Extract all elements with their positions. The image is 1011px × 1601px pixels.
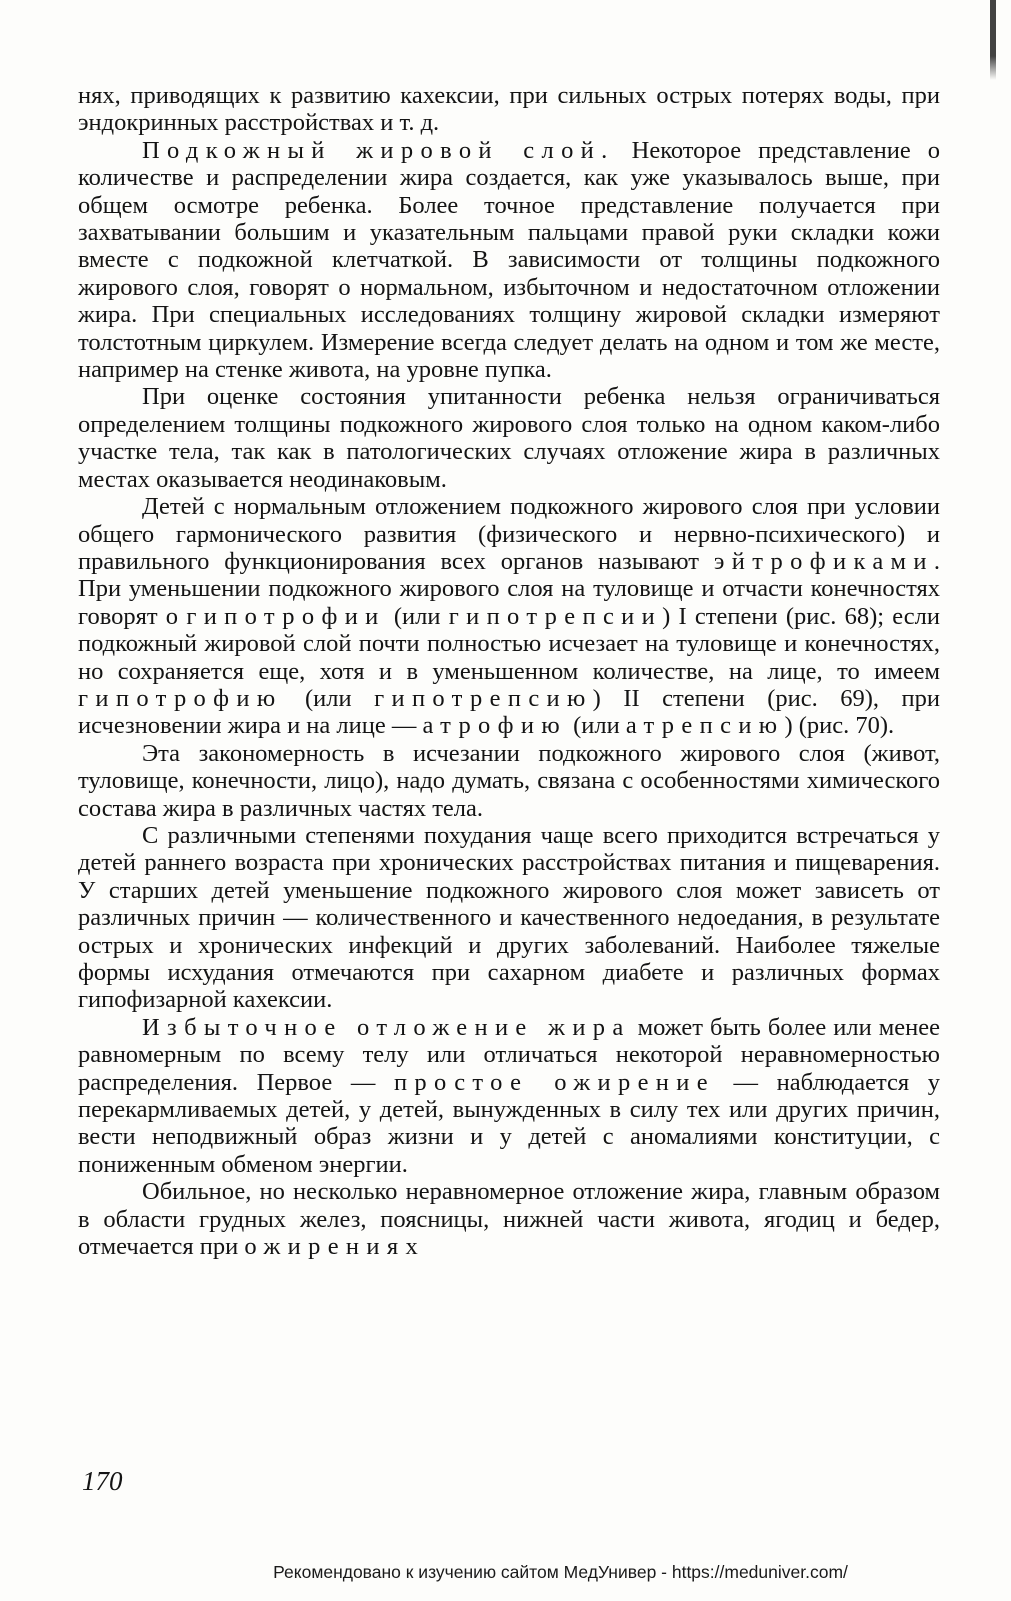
spaced-term: гипотрепсии <box>448 602 663 630</box>
spaced-term: атрофию <box>422 712 567 740</box>
text-run: ) (рис. 70). <box>784 712 895 740</box>
text-run: С различными степенями похудания чаще всего приходится встречаться у детей раннего возраста при хронических расстройствах питания и пищеварения. У старших детей уменьшение подкожного жирового слоя может зависеть от различных причин — количественного и качественного недоедания, в результате острых и хронических инфекций и других заболеваний. Наиболее тяжелые формы исхудания отмечаются при сахарном диабете и различных формах гипофизарной кахексии. <box>78 821 940 1014</box>
text-run: ) I степени (рис. 68); если подкожный жировой слой почти полностью исчезает на туловище и конечностях, но сохраняется еще, хотя и в уменьшенном количестве, на лице, то имеем <box>78 602 940 685</box>
spaced-term: атрепсию <box>625 712 785 740</box>
text-run: может быть более или менее равномерным по всему телу или отличаться некоторой неравномерностью распределения. Первое — <box>78 1013 940 1096</box>
spaced-term: гипотрофию <box>78 684 283 712</box>
spaced-term: эйтрофиками <box>713 547 934 575</box>
text-run: Некоторое представление о количестве и распределении жира создается, как уже указывалось выше, при общем осмотре ребенка. Более точное представление получается при захватывании большим и указательным пальцами правой руки складки кожи вместе с подкожной клетчаткой. В зависимости от толщины подкожного жирового слоя, говорят о нормальном, избыточном и недостаточном отложении жира. При специальных исследованиях толщину жировой складки измеряют толстотным циркулем. Измерение всегда следует делать на одном и том же месте, например на стенке живота, на уровне пупка. <box>78 136 940 384</box>
text-run: (или <box>567 712 626 740</box>
text-run: нях, приводящих к развитию кахексии, при сильных острых потерях воды, при эндокринных расстройствах и т. д. <box>78 82 940 137</box>
scan-edge-mark <box>990 0 996 80</box>
text-run: Детей с нормальным отложением подкожного жирового слоя при условии общего гармонического развития (физического и нервно-психического) и правильного функционирования всех органов называют <box>78 493 940 575</box>
paragraph <box>78 740 940 822</box>
paragraph <box>78 1178 940 1260</box>
text-run: (или <box>385 602 449 630</box>
spaced-term: Подкожный жировой слой. <box>142 136 615 164</box>
page-number: 170 <box>82 1466 123 1496</box>
paragraph <box>78 82 940 137</box>
paragraph <box>78 1014 940 1178</box>
text-run: ) II степени (рис. 69), при исчезновении жира и на лице — <box>78 684 940 740</box>
paragraph <box>78 822 940 1014</box>
text-run: Эта закономерность в исчезании подкожного жирового слоя (живот, туловище, конечности, лицо), надо думать, связана с особенностями химического состава жира в различных частях тела. <box>78 739 940 822</box>
spaced-term: ожирениях <box>244 1233 426 1261</box>
spaced-term: простое ожирение <box>393 1068 715 1096</box>
body-text <box>78 82 940 1260</box>
paragraph <box>78 493 940 740</box>
spaced-term: гипотрофии <box>186 602 386 630</box>
spaced-term: гипотрепсию <box>374 684 593 712</box>
text-run: — наблюдается у перекармливаемых детей, у детей, вынужденных в силу тех или других причин, вести неподвижный образ жизни и у детей с аномалиями конституции, с пониженным обменом энергии. <box>78 1068 941 1178</box>
paragraph <box>78 137 940 384</box>
text-run: Обильное, но несколько неравномерное отложение жира, главным образом в области грудных желез, поясницы, нижней части живота, ягодиц и бедер, отмечается при <box>78 1178 940 1261</box>
paragraph <box>78 383 940 493</box>
text-run: При оценке состояния упитанности ребенка нельзя ограничиваться определением толщины подкожного жирового слоя только на одном каком-либо участке тела, так как в патологических случаях отложение жира в различных местах оказывается неодинаковым. <box>78 383 940 493</box>
footer-recommendation: Рекомендовано к изучению сайтом МедУнивер - https://meduniver.com/ <box>273 1562 848 1582</box>
text-run: . При уменьшении подкожного жирового слоя на туловище и отчасти конечностях говорят о <box>78 547 940 630</box>
text-run: (или <box>282 684 375 712</box>
spaced-term: Избыточное отложение жира <box>142 1013 631 1041</box>
